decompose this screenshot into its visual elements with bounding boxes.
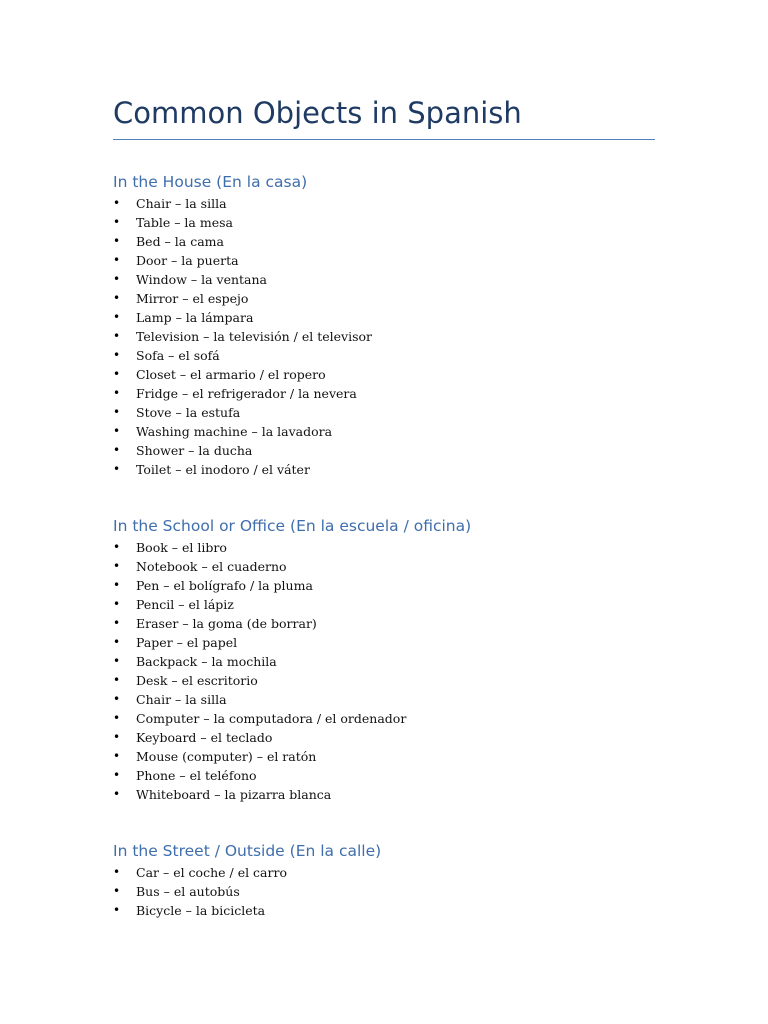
- page-title: Common Objects in Spanish: [113, 96, 522, 130]
- item-text: Whiteboard – la pizarra blanca: [136, 787, 332, 802]
- item-text: Mirror – el espejo: [136, 291, 249, 306]
- item-text: Chair – la silla: [136, 692, 227, 707]
- list-item: [113, 384, 673, 403]
- bullet-icon: •: [113, 616, 121, 630]
- item-text: Table – la mesa: [136, 215, 233, 230]
- item-text: Eraser – la goma (de borrar): [136, 616, 317, 631]
- bullet-icon: •: [113, 597, 121, 611]
- bullet-icon: •: [113, 730, 121, 744]
- list-item: [113, 538, 673, 557]
- list-item: [113, 785, 673, 804]
- item-text: Bed – la cama: [136, 234, 224, 249]
- bullet-icon: •: [113, 253, 121, 267]
- list-item: [113, 194, 673, 213]
- item-text: Notebook – el cuaderno: [136, 559, 287, 574]
- section-heading: In the School or Office (En la escuela / oficina): [113, 517, 472, 535]
- item-text: Lamp – la lámpara: [136, 310, 254, 325]
- bullet-icon: •: [113, 367, 121, 381]
- item-text: Backpack – la mochila: [136, 654, 277, 669]
- bullet-icon: •: [113, 903, 121, 917]
- bullet-icon: •: [113, 462, 121, 476]
- bullet-icon: •: [113, 768, 121, 782]
- item-text: Toilet – el inodoro / el váter: [136, 462, 310, 477]
- bullet-icon: •: [113, 215, 121, 229]
- list-item: [113, 557, 673, 576]
- item-text: Chair – la silla: [136, 196, 227, 211]
- vocabulary-list: [113, 194, 673, 479]
- bullet-icon: •: [113, 405, 121, 419]
- item-text: Shower – la ducha: [136, 443, 253, 458]
- section-in-the-house: [113, 172, 673, 479]
- section-in-the-street: [113, 841, 673, 920]
- list-item: [113, 766, 673, 785]
- bullet-icon: •: [113, 310, 121, 324]
- list-item: [113, 671, 673, 690]
- bullet-icon: •: [113, 196, 121, 210]
- item-text: Window – la ventana: [136, 272, 268, 287]
- title-underline: [113, 139, 655, 140]
- list-item: [113, 308, 673, 327]
- item-text: Stove – la estufa: [136, 405, 241, 420]
- list-item: [113, 289, 673, 308]
- item-text: Sofa – el sofá: [136, 348, 220, 363]
- list-item: [113, 901, 673, 920]
- item-text: Washing machine – la lavadora: [136, 424, 333, 439]
- bullet-icon: •: [113, 578, 121, 592]
- bullet-icon: •: [113, 234, 121, 248]
- list-item: [113, 213, 673, 232]
- list-item: [113, 403, 673, 422]
- item-text: Book – el libro: [136, 540, 227, 555]
- item-text: Car – el coche / el carro: [136, 865, 287, 880]
- bullet-icon: •: [113, 635, 121, 649]
- bullet-icon: •: [113, 673, 121, 687]
- list-item: [113, 232, 673, 251]
- vocabulary-list: [113, 538, 673, 804]
- item-text: Pencil – el lápiz: [136, 597, 234, 612]
- list-item: [113, 441, 673, 460]
- list-item: [113, 595, 673, 614]
- list-item: [113, 709, 673, 728]
- bullet-icon: •: [113, 329, 121, 343]
- item-text: Television – la televisión / el televisor: [136, 329, 373, 344]
- item-text: Fridge – el refrigerador / la nevera: [136, 386, 357, 401]
- item-text: Door – la puerta: [136, 253, 239, 268]
- list-item: [113, 882, 673, 901]
- bullet-icon: •: [113, 559, 121, 573]
- bullet-icon: •: [113, 711, 121, 725]
- bullet-icon: •: [113, 291, 121, 305]
- list-item: [113, 614, 673, 633]
- bullet-icon: •: [113, 865, 121, 879]
- list-item: [113, 327, 673, 346]
- item-text: Pen – el bolígrafo / la pluma: [136, 578, 313, 593]
- bullet-icon: •: [113, 749, 121, 763]
- list-item: [113, 690, 673, 709]
- list-item: [113, 633, 673, 652]
- item-text: Keyboard – el teclado: [136, 730, 273, 745]
- item-text: Desk – el escritorio: [136, 673, 258, 688]
- bullet-icon: •: [113, 348, 121, 362]
- list-item: [113, 747, 673, 766]
- bullet-icon: •: [113, 443, 121, 457]
- item-text: Paper – el papel: [136, 635, 238, 650]
- bullet-icon: •: [113, 654, 121, 668]
- list-item: [113, 460, 673, 479]
- bullet-icon: •: [113, 424, 121, 438]
- item-text: Phone – el teléfono: [136, 768, 257, 783]
- item-text: Mouse (computer) – el ratón: [136, 749, 317, 764]
- list-item: [113, 251, 673, 270]
- bullet-icon: •: [113, 884, 121, 898]
- item-text: Computer – la computadora / el ordenador: [136, 711, 407, 726]
- list-item: [113, 652, 673, 671]
- list-item: [113, 576, 673, 595]
- bullet-icon: •: [113, 787, 121, 801]
- bullet-icon: •: [113, 540, 121, 554]
- section-in-the-school-or-office: [113, 516, 673, 804]
- list-item: [113, 365, 673, 384]
- bullet-icon: •: [113, 386, 121, 400]
- section-heading: In the House (En la casa): [113, 173, 308, 191]
- list-item: [113, 270, 673, 289]
- list-item: [113, 346, 673, 365]
- section-heading: In the Street / Outside (En la calle): [113, 842, 382, 860]
- list-item: [113, 728, 673, 747]
- item-text: Closet – el armario / el ropero: [136, 367, 326, 382]
- item-text: Bus – el autobús: [136, 884, 240, 899]
- list-item: [113, 863, 673, 882]
- bullet-icon: •: [113, 692, 121, 706]
- item-text: Bicycle – la bicicleta: [136, 903, 266, 918]
- bullet-icon: •: [113, 272, 121, 286]
- list-item: [113, 422, 673, 441]
- vocabulary-list: [113, 863, 673, 920]
